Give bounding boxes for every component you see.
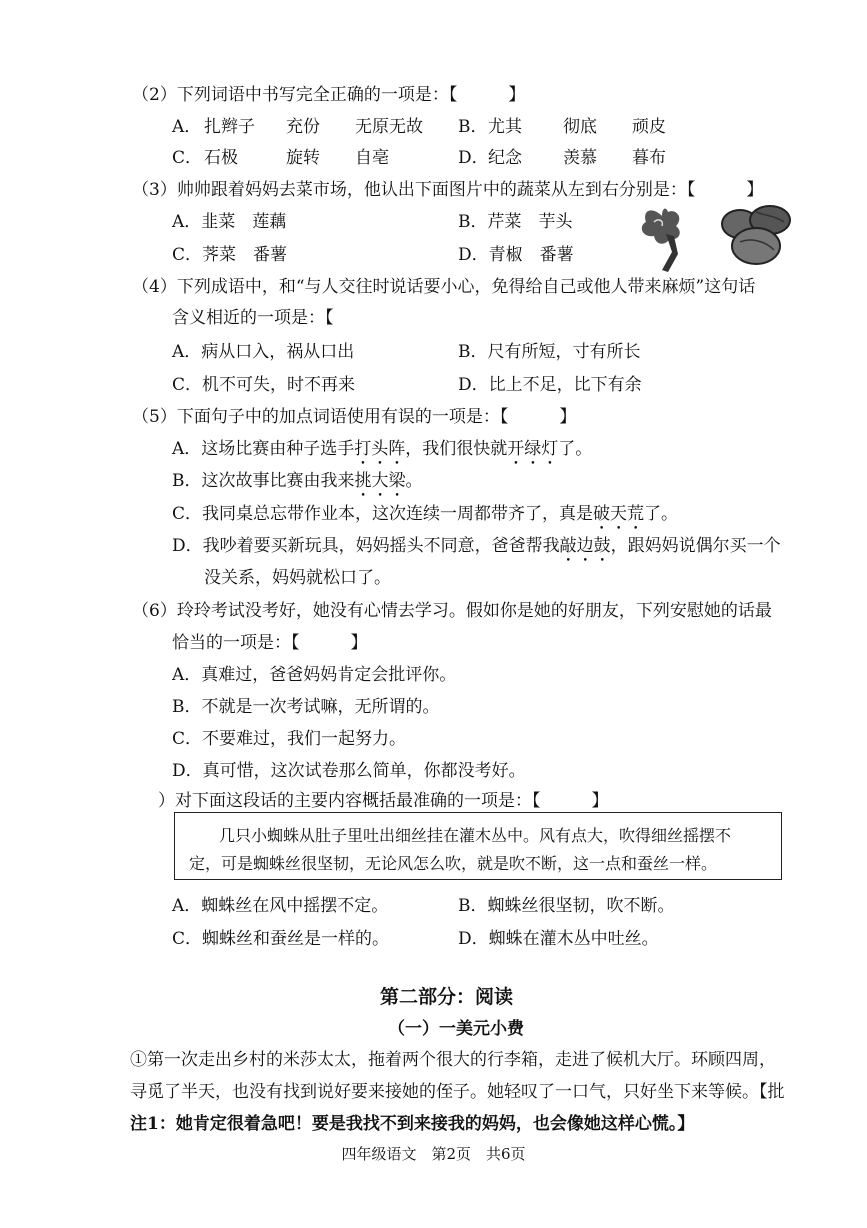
- q5-option-b: [172, 466, 423, 501]
- q7-passage-line2: 定，可是蜘蛛丝很坚韧，无论风怎么吹，就是吹不断，这一点和蚕丝一样。: [189, 854, 718, 873]
- q2-option-a-word2: 充份: [286, 117, 320, 137]
- q3-stem: （3）帅帅跟着妈妈去菜市场，他认出下面图片中的蔬菜从左到右分别是：【 】: [132, 180, 764, 200]
- q2-option-b-word2: 彻底: [563, 117, 597, 137]
- q7-option-a: A．蜘蛛丝在风中摇摆不定。: [172, 896, 389, 916]
- q4-option-d: D．比上不足，比下有余: [458, 375, 642, 395]
- q2-option-d-word2: 羡慕: [563, 148, 597, 168]
- q6-option-d: D．真可惜，这次试卷那么简单，你都没考好。: [172, 761, 526, 781]
- q5-option-a-text: A．这场比赛由种子选手: [172, 439, 355, 459]
- q2-option-c-word3: 自亳: [355, 148, 389, 168]
- q6-stem-line2: 恰当的一项是：【 】: [172, 633, 368, 653]
- q4-option-c: C．机不可失，时不再来: [172, 375, 356, 395]
- q4-option-b: B．尺有所短，寸有所长: [458, 342, 641, 362]
- q2-option-a-label: A．: [172, 117, 202, 137]
- q5-option-d-text2: ，跟妈妈说偶尔买一个: [610, 536, 781, 556]
- q2-stem: （2）下列词语中书写完全正确的一项是：【 】: [132, 85, 526, 105]
- q4-stem-line1: （4）下列成语中，和“与人交往时说话要小心，免得给自己或他人带来麻烦”这句话: [132, 277, 756, 297]
- q5-option-b-text2: 。: [405, 471, 423, 491]
- q3-option-d: D．青椒 番薯: [458, 245, 574, 265]
- q5-option-d-text: D．我吵着要买新玩具，妈妈摇头不同意，爸爸帮我: [172, 536, 560, 556]
- reading-annotation-line: 注1：她肯定很着急吧！要是我找不到来接我的妈妈，也会像她这样心慌。】: [130, 1114, 695, 1134]
- q2-option-b-label: B．: [458, 117, 488, 137]
- q2-option-d-word3: 暮布: [632, 148, 666, 168]
- q7-passage-box: [174, 812, 782, 880]
- q3-option-c: C．荠菜 番薯: [172, 245, 288, 265]
- q6-option-c: C．不要难过，我们一起努力。: [172, 729, 407, 749]
- sweet-potato-image: [718, 198, 798, 270]
- q5-option-c-text2: 了。: [644, 504, 679, 524]
- part2-subtitle: （一）一美元小费: [388, 1019, 524, 1039]
- q2-option-b-word1: 尤其: [488, 117, 522, 137]
- q5-option-c: [172, 499, 678, 534]
- q7-option-c: C．蜘蛛丝和蚕丝是一样的。: [172, 929, 390, 949]
- q6-stem-line1: （6）玲玲考试没考好，她没有心情去学习。假如你是她的好朋友，下列安慰她的话最: [132, 601, 772, 621]
- q7-option-d: D．蜘蛛在灌木丛中吐丝。: [458, 929, 659, 949]
- q5-option-a-dotted-word2: 开绿灯: [507, 439, 559, 459]
- q6-option-a: A．真难过，爸爸妈妈肯定会批评你。: [172, 665, 457, 685]
- q2-option-c-word1: 石极: [204, 148, 238, 168]
- q2-option-b-word3: 顽皮: [632, 117, 666, 137]
- q5-option-a-text2: ，我们很快就: [405, 439, 508, 459]
- page-footer: 四年级语文 第2页 共6页: [341, 1145, 526, 1163]
- q5-option-c-dotted-word: 破天荒: [593, 504, 645, 524]
- q2-option-c-label: C．: [172, 148, 203, 168]
- q3-option-a: A．韭菜 莲藕: [172, 212, 287, 232]
- q6-option-b: B．不就是一次考试嘛，无所谓的。: [172, 697, 440, 717]
- q4-stem-line2: 含义相近的一项是：【: [172, 308, 334, 328]
- q5-option-d-dotted-word: 敲边鼓: [559, 536, 611, 556]
- q7-passage-line1: 几只小蜘蛛从肚子里吐出细丝挂在灌木丛中。风有点大，吹得细丝摇摆不: [219, 826, 732, 845]
- q5-option-c-text: C．我同桌总忘带作业本，这次连续一周都带齐了，真是: [172, 504, 594, 524]
- q7-stem: ）对下面这段话的主要内容概括最准确的一项是：【 】: [158, 791, 609, 811]
- q5-option-a-dotted-word1: 打头阵: [354, 439, 406, 459]
- reading-paragraph-line2: 寻觅了半天，也没有找到说好要来接她的侄子。她轻叹了一口气，只好坐下来等候。【批: [130, 1082, 785, 1102]
- q5-stem: （5）下面句子中的加点词语使用有误的一项是：【 】: [132, 407, 577, 427]
- part2-title: 第二部分：阅读: [380, 986, 514, 1008]
- q7-option-b: B．蜘蛛丝很坚韧，吹不断。: [458, 896, 675, 916]
- reading-paragraph-line1: ①第一次走出乡村的米莎太太，拖着两个很大的行李箱，走进了候机大厅。环顾四周，: [130, 1050, 776, 1070]
- celery-image: [632, 196, 708, 276]
- q4-option-a: A．病从口入，祸从口出: [172, 342, 355, 362]
- q5-option-b-text: B．这次故事比赛由我来: [172, 471, 355, 491]
- q2-option-a-word1: 扎辫子: [204, 117, 255, 137]
- q5-option-b-dotted-word: 挑大梁: [354, 471, 406, 491]
- q5-option-a: [172, 434, 592, 469]
- q2-option-d-word1: 纪念: [488, 148, 522, 168]
- q2-option-d-label: D．: [458, 148, 489, 168]
- q5-option-d-line2: 没关系，妈妈就松口了。: [204, 568, 391, 588]
- q2-option-a-word3: 无原无故: [355, 117, 423, 137]
- q5-option-a-text3: 了。: [558, 439, 593, 459]
- q3-option-b: B．芹菜 芋头: [458, 212, 573, 232]
- q2-option-c-word2: 旋转: [286, 148, 320, 168]
- q5-option-d: [172, 531, 781, 566]
